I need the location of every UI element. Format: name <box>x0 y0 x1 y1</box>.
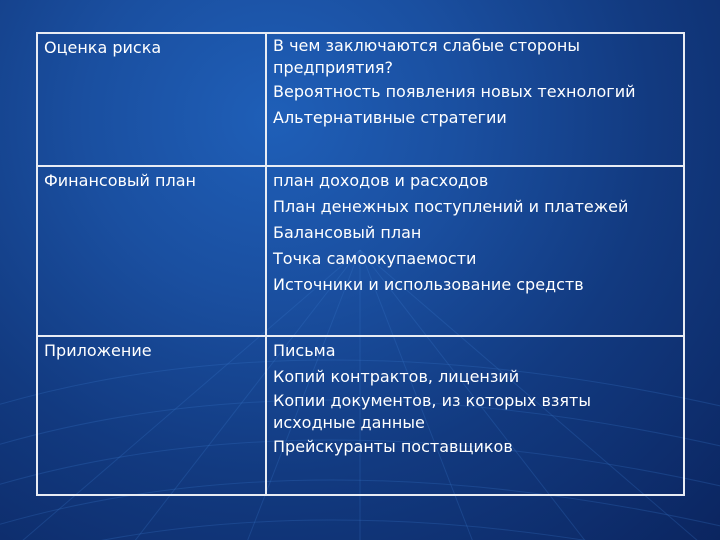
row-label <box>37 33 266 166</box>
list-item: Копии документов, из которых взяты исходные данные <box>273 391 591 432</box>
table-row <box>37 166 684 336</box>
list-item: план доходов и расходов <box>273 171 489 190</box>
list-item: Письма <box>273 341 336 360</box>
list-item: Балансовый план <box>273 223 422 242</box>
row-label-text: Финансовый план <box>44 171 196 190</box>
content-table <box>36 32 685 496</box>
list-item: Точка самоокупаемости <box>273 249 477 268</box>
list-item: План денежных поступлений и платежей <box>273 197 629 216</box>
row-label-text: Оценка риска <box>44 38 162 57</box>
row-label-text: Приложение <box>44 341 152 360</box>
list-item: Источники и использование средств <box>273 275 584 294</box>
list-item: Копий контрактов, лицензий <box>273 367 520 386</box>
list-item: В чем заключаются слабые стороны предприятия? <box>273 36 580 77</box>
row-label <box>37 336 266 495</box>
table-row <box>37 33 684 166</box>
list-item: Альтернативные стратегии <box>273 108 507 127</box>
row-label <box>37 166 266 336</box>
table-row <box>37 336 684 495</box>
row-items <box>266 33 684 166</box>
list-item: Прейскуранты поставщиков <box>273 437 513 456</box>
row-items <box>266 336 684 495</box>
row-items <box>266 166 684 336</box>
list-item: Вероятность появления новых технологий <box>273 82 636 101</box>
